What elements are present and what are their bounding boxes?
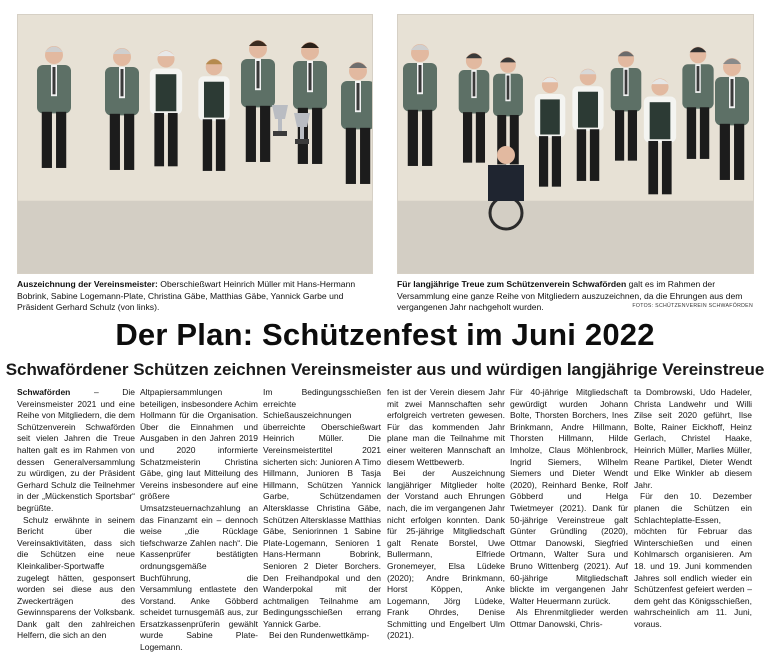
caption-right-lead: Für langjährige Treue zum Schützenverein Schwaförden [397, 279, 627, 289]
paragraph-text: – Die Vereinsmeister 2021 und eine Reihe von Mitgliedern, die dem Schützenverein Schwaförden seit vielen Jahren die Treue halten galt es im Rahmen von dessen Generalversammlung zu würdigen, zu der Präsident Gerhard Schulz die Teilnehmer in der „Mückenstich Sportsbar“ begrüßte. [17, 387, 135, 513]
article-column-2 [140, 387, 258, 654]
article-column-4 [387, 387, 505, 642]
photo-jubilare [397, 14, 754, 274]
paragraph: Schulz erwähnte in seinem Bericht über die Vereinsaktivitäten, dass sich die Schützen eine neue Kleinkaliber-Sportwaffe zugelegt hätten, gesponsert worden sei diese aus den Zweckerträgen des Gewinnsparens der Volksbank. Dank galt den zahlreichen Helfern, die sich an den [17, 514, 135, 641]
paragraph [17, 387, 135, 515]
photo-jubilare-illustration [398, 15, 753, 273]
caption-right-text: galt es im Rahmen der Versammlung eine ganze Reihe von Mitgliedern auszuzeichnen, da die Ehrungen aus dem vergangenen Jahr nachgeholt wurden. [397, 279, 743, 313]
dateline: Schwaförden [17, 387, 71, 397]
paragraph: Als Ehrenmitglieder werden Ottmar Danowski, Chris- [510, 607, 628, 629]
photo-caption-left [17, 279, 373, 314]
photo-credit: FOTOS: SCHÜTZENVEREIN SCHWAFÖRDEN [632, 303, 753, 309]
article-column-3 [263, 387, 381, 642]
paragraph: Für 40-jährige Mitgliedschaft gewürdigt wurden Johann Bolte, Thorsten Borchers, Ines Brinkmann, Andre Hillmann, Thorsten Hillmann, Hilde Imholze, Claus Möhlenbrock, Ingrid Siemers, Wilhelm Siemers und Dieter Wendt (2020), Reinhard Benke, Rolf Göbberd und Helga Twietmeyer (2021). Dank für 50-jährige Vereinstreue galt Günter Gründling (2020), Ottmar Danowski, Siegfried Ortmann, Walter Sura und Bruno Wittenberg (2021). Auf 60-jährige Mitgliedschaft blickte im vergangenen Jahr Walter Heuermann zurück. [510, 387, 628, 606]
paragraph: ta Dombrowski, Udo Hadeler, Christa Landwehr und Willi Zilse seit 2020 geführt, Ilse Bolte, Rainer Eickhoff, Heinz Gerlach, Christel Haake, Heinrich Müller, Marlies Müller, Reane Partikel, Dieter Wendt und Elke Winkler ab diesem Jahr. [634, 387, 752, 490]
paragraph: Für den 10. Dezember planen die Schützen ein Schlachteplatte-Essen, möchten für Februar das Winterschießen und einen Kohlmarsch organisieren. Am 18. und 19. Juni kommenden Jahres soll endlich wieder ein Schützenfest gefeiert werden – dem geht das Königsschießen, wahrscheinlich am 11. Juni, voraus. [634, 491, 752, 629]
paragraph: Bei den Rundenwettkämp- [269, 630, 370, 641]
article-column-6 [634, 387, 752, 630]
article-subheadline: Schwafördener Schützen zeichnen Vereinsmeister aus und würdigen langjährige Vereinstreue [5, 360, 765, 379]
article-column-1 [17, 387, 135, 642]
article-headline: Der Plan: Schützenfest im Juni 2022 [115, 317, 655, 352]
caption-left-text: Oberschießwart Heinrich Müller mit Hans-Hermann Bobrink, Sabine Logemann-Plate, Christina Gäbe, Matthias Gäbe, Yannick Garbe und Präsident Gerhard Schulz (von links). [17, 279, 356, 313]
caption-left-lead: Auszeichnung der Vereinsmeister: [17, 279, 158, 289]
paragraph: Bei der Auszeichnung langjähriger Mitglieder holte der Vorstand auch Ehrungen nach, die im vergangenen Jahr nicht erfolgen konnten. Dank für 25-jährige Mitgliedschaft galt Renate Borstel, Uwe Bullermann, Elfriede Gronemeyer, Elsa Lüdeke (2020); Andre Brinkmann, Horst Köppen, Anke Logemann, Jörg Lüdeke, Frank Ohrdes, Denise Schmitting und Engelbert Ulm (2021). [387, 468, 505, 641]
photo-vereinsmeister-illustration [18, 15, 372, 273]
paragraph: Im Bedingungsschießen erreichte Schießauszeichnungen überreichte Oberschießwart Heinrich Müller. Die Vereinsmeistertitel 2021 sicherten sich: Junioren A Timo Hillmann, Junioren B Tasja Hillmann, Schützen Yannick Garbe, Schützendamen Altersklasse Christina Gäbe, Schützen Altersklasse Matthias Gäbe, Seniorinnen 1 Sabine Plate-Logemann, Senioren 1 Hans-Hermann Bobrink, Senioren 2 Dieter Borchers. Den Freihandpokal und den Wanderpokal mit der achtmaligen Teilnahme am Bedingungsschießen errang Yannick Garbe. [263, 387, 381, 629]
paragraph: fen ist der Verein diesem Jahr mit zwei Mannschaften sehr erfolgreich vertreten gewesen. Für das kommenden Jahr plane man die Teilnahme mit einer weiteren Mannschaft an diesem Wettbewerb. [387, 387, 505, 467]
photo-vereinsmeister [17, 14, 373, 274]
article-column-5 [510, 387, 628, 630]
paragraph: Altpapiersammlungen beteiligen, insbesondere Achim Hollmann für die Organisation. Über die Einnahmen und Ausgaben in den Jahren 2019 und 2020 informierte Schatzmeisterin Christina Gäbe, ging laut Mitteilung des Vereins insbesondere auf eine größere Umsatzsteuernachzahlung an das Finanzamt ein – dennoch weise „die Rücklage tiefschwarze Zahlen nach“. Die Kassenprüfer bestätigten ordnungsgemäße Buchführung, die Versammlung entlastete den Vorstand. Anke Göbberd scheidet turnusgemäß aus, zur Ersatzkassenprüferin gewählt wurde Sabine Plate-Logemann. [140, 387, 258, 653]
